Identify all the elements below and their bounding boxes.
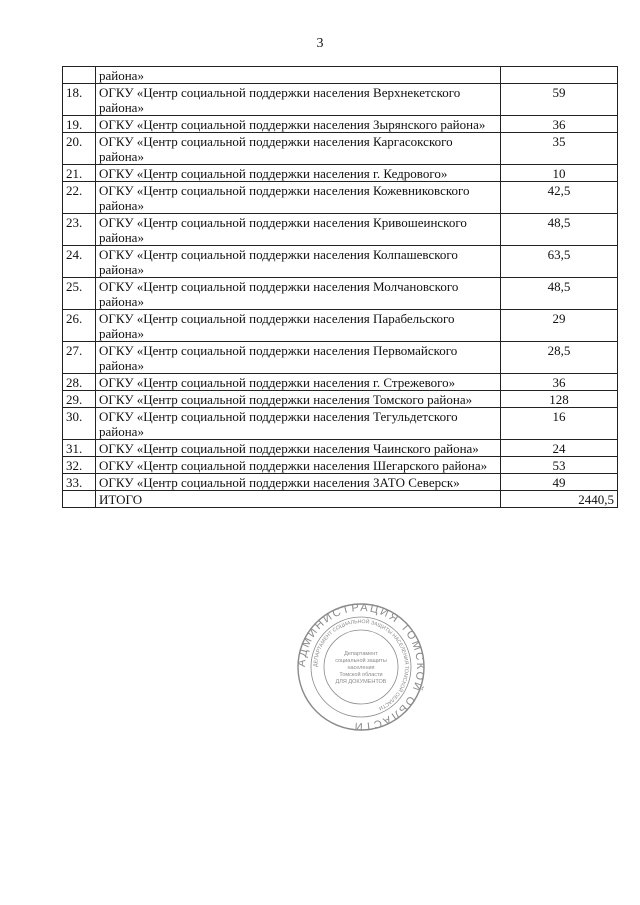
- institution-name: ОГКУ «Центр социальной поддержки населения Зырянского района»: [96, 116, 501, 133]
- row-number: 22.: [63, 182, 96, 214]
- row-value: 24: [501, 440, 618, 457]
- stamp-center-line: населения: [347, 665, 375, 671]
- institution-name: ОГКУ «Центр социальной поддержки населения Каргасокского района»: [96, 133, 501, 165]
- row-value: 63,5: [501, 246, 618, 278]
- row-number: [63, 67, 96, 84]
- table-row: [63, 246, 618, 278]
- distribution-table: [62, 66, 618, 508]
- table-row: [63, 182, 618, 214]
- row-number: 32.: [63, 457, 96, 474]
- department-stamp: [296, 602, 426, 732]
- total-number-cell: [63, 491, 96, 508]
- row-value: 49: [501, 474, 618, 491]
- row-value: [501, 67, 618, 84]
- institution-name: ОГКУ «Центр социальной поддержки населения Первомайского района»: [96, 342, 501, 374]
- institution-name: ОГКУ «Центр социальной поддержки населения Молчановского района»: [96, 278, 501, 310]
- row-number: 28.: [63, 374, 96, 391]
- institution-name: ОГКУ «Центр социальной поддержки населения Шегарского района»: [96, 457, 501, 474]
- table-row: [63, 440, 618, 457]
- row-value: 35: [501, 133, 618, 165]
- institution-name: ОГКУ «Центр социальной поддержки населения ЗАТО Северск»: [96, 474, 501, 491]
- institution-name: ОГКУ «Центр социальной поддержки населения Кривошеинского района»: [96, 214, 501, 246]
- row-value: 53: [501, 457, 618, 474]
- table-row: [63, 116, 618, 133]
- table-row: [63, 84, 618, 116]
- row-number: 27.: [63, 342, 96, 374]
- row-number: 30.: [63, 408, 96, 440]
- row-value: 36: [501, 116, 618, 133]
- row-number: 31.: [63, 440, 96, 457]
- stamp-center-line: ДЛЯ ДОКУМЕНТОВ: [335, 679, 387, 685]
- institution-name: ОГКУ «Центр социальной поддержки населения Верхнекетского района»: [96, 84, 501, 116]
- table-row: [63, 310, 618, 342]
- row-value: 48,5: [501, 278, 618, 310]
- institution-name: ОГКУ «Центр социальной поддержки населения г. Кедрового»: [96, 165, 501, 182]
- stamp-ring-text: ДЕПАРТАМЕНТ СОЦИАЛЬНОЙ ЗАЩИТЫ НАСЕЛЕНИЯ ТОМСКОЙ ОБЛАСТИ: [312, 618, 410, 712]
- institution-name: ОГКУ «Центр социальной поддержки населения Парабельского района»: [96, 310, 501, 342]
- row-number: 20.: [63, 133, 96, 165]
- total-label: ИТОГО: [96, 491, 501, 508]
- row-value: 48,5: [501, 214, 618, 246]
- row-value: 29: [501, 310, 618, 342]
- row-number: 18.: [63, 84, 96, 116]
- page-number: 3: [316, 36, 324, 51]
- stamp-outer-text: АДМИНИСТРАЦИЯ ТОМСКОЙ ОБЛАСТИ: [296, 602, 426, 732]
- table-row: [63, 457, 618, 474]
- row-value: 36: [501, 374, 618, 391]
- table-row: [63, 278, 618, 310]
- row-number: 23.: [63, 214, 96, 246]
- row-value: 10: [501, 165, 618, 182]
- institution-name: ОГКУ «Центр социальной поддержки населения Колпашевского района»: [96, 246, 501, 278]
- row-value: 42,5: [501, 182, 618, 214]
- row-number: 26.: [63, 310, 96, 342]
- row-number: 24.: [63, 246, 96, 278]
- row-number: 33.: [63, 474, 96, 491]
- row-value: 28,5: [501, 342, 618, 374]
- institution-name: ОГКУ «Центр социальной поддержки населения Тегульдетского района»: [96, 408, 501, 440]
- table-row: [63, 165, 618, 182]
- stamp-center-text: [335, 651, 387, 685]
- row-number: 25.: [63, 278, 96, 310]
- institution-name: района»: [96, 67, 501, 84]
- institution-name: ОГКУ «Центр социальной поддержки населения Томского района»: [96, 391, 501, 408]
- stamp-center-line: социальной защиты: [335, 658, 387, 664]
- institution-name: ОГКУ «Центр социальной поддержки населения г. Стрежевого»: [96, 374, 501, 391]
- stamp-center-line: Томской области: [339, 672, 383, 678]
- table-row: [63, 408, 618, 440]
- row-number: 29.: [63, 391, 96, 408]
- total-value: 2440,5: [501, 491, 618, 508]
- total-row: [63, 491, 618, 508]
- table-row: [63, 374, 618, 391]
- table-row: [63, 133, 618, 165]
- institution-name: ОГКУ «Центр социальной поддержки населения Кожевниковского района»: [96, 182, 501, 214]
- institution-name: ОГКУ «Центр социальной поддержки населения Чаинского района»: [96, 440, 501, 457]
- table-row: [63, 391, 618, 408]
- stamp-center-line: Департамент: [344, 651, 378, 657]
- table-row: [63, 474, 618, 491]
- row-number: 21.: [63, 165, 96, 182]
- table-row: [63, 67, 618, 84]
- row-value: 16: [501, 408, 618, 440]
- table-row: [63, 214, 618, 246]
- row-number: 19.: [63, 116, 96, 133]
- row-value: 59: [501, 84, 618, 116]
- row-value: 128: [501, 391, 618, 408]
- table-row: [63, 342, 618, 374]
